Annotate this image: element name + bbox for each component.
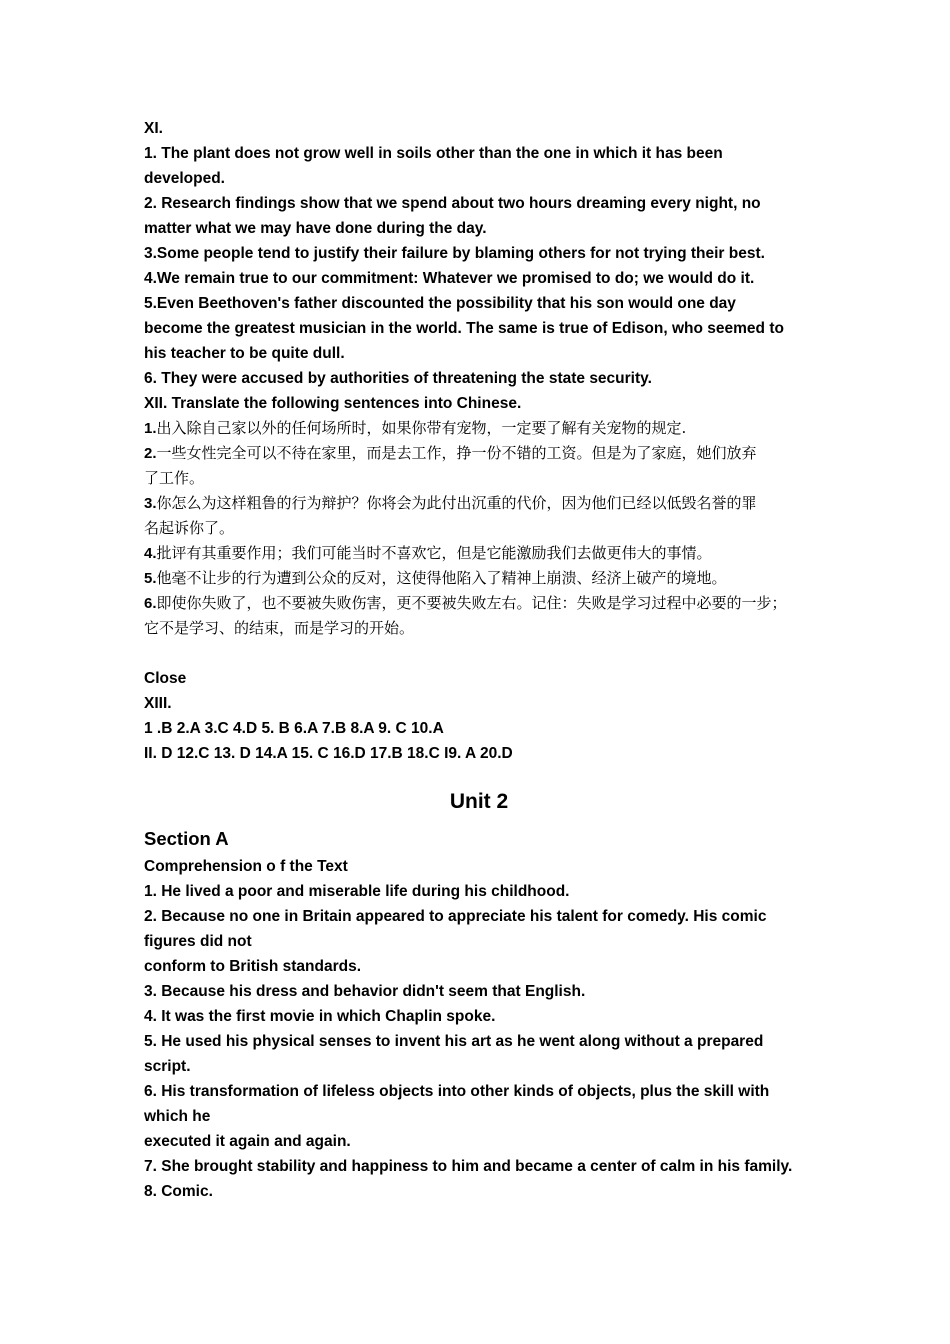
translation-number: 5. — [144, 570, 157, 587]
comprehension-line: conform to British standards. — [144, 958, 362, 975]
exercise-xi-line: 6. They were accused by authorities of threatening the state security. — [144, 370, 652, 387]
translation-line — [144, 591, 814, 616]
comprehension-line: 8. Comic. — [144, 1183, 213, 1200]
section-title: Section A — [144, 828, 229, 849]
exercise-xi-heading: XI. — [144, 120, 163, 137]
translation-line — [144, 416, 814, 441]
translation-number: 2. — [144, 445, 157, 462]
document-page — [144, 116, 814, 1204]
exercise-xi-line: 5.Even Beethoven's father discounted the possibility that his son would one day — [144, 295, 736, 312]
translation-line — [144, 616, 814, 641]
comprehension-line: 5. He used his physical senses to invent his art as he went along without a prepared — [144, 1033, 764, 1050]
answer-key-line: 1 .B 2.A 3.C 4.D 5. B 6.A 7.B 8.A 9. C 10.A — [144, 720, 444, 737]
close-subheading: XIII. — [144, 695, 172, 712]
exercise-xi-line: become the greatest musician in the world. The same is true of Edison, who seemed to — [144, 320, 784, 337]
translation-line — [144, 491, 814, 516]
comprehension-line: figures did not — [144, 933, 252, 950]
translation-number: 4. — [144, 545, 157, 562]
translation-text: 它不是学习、的结束，而是学习的开始。 — [144, 619, 415, 637]
translation-line — [144, 516, 814, 541]
spacer — [144, 641, 814, 666]
comprehension-line: 7. She brought stability and happiness to him and became a center of calm in his family. — [144, 1158, 793, 1175]
answer-key-line: II. D 12.C 13. D 14.A 15. C 16.D 17.B 18.C I9. A 20.D — [144, 745, 513, 762]
exercise-xii-heading: XII. Translate the following sentences into Chinese. — [144, 395, 522, 412]
translation-line — [144, 566, 814, 591]
translation-text: 名起诉你了。 — [144, 519, 235, 537]
translation-text: 一些女性完全可以不待在家里，而是去工作，挣一份不错的工资。但是为了家庭，她们放弃 — [156, 444, 757, 462]
comprehension-line: 6. His transformation of lifeless objects into other kinds of objects, plus the skill with — [144, 1083, 770, 1100]
translation-text: 批评有其重要作用；我们可能当时不喜欢它，但是它能激励我们去做更伟大的事情。 — [156, 544, 712, 562]
translation-line — [144, 541, 814, 566]
comprehension-line: 2. Because no one in Britain appeared to appreciate his talent for comedy. His comic — [144, 908, 767, 925]
comprehension-line: 3. Because his dress and behavior didn't seem that English. — [144, 983, 586, 1000]
exercise-xi-line: his teacher to be quite dull. — [144, 345, 345, 362]
comprehension-line: 4. It was the first movie in which Chaplin spoke. — [144, 1008, 496, 1025]
exercise-xi-line: 2. Research findings show that we spend about two hours dreaming every night, no — [144, 195, 761, 212]
comprehension-heading: Comprehension o f the Text — [144, 858, 348, 875]
exercise-xi-line: developed. — [144, 170, 225, 187]
translation-text: 了工作。 — [144, 469, 205, 487]
exercise-xi-line: 4.We remain true to our commitment: Whatever we promised to do; we would do it. — [144, 270, 755, 287]
exercise-xi-line: 3.Some people tend to justify their failure by blaming others for not trying their best. — [144, 245, 765, 262]
translation-line — [144, 441, 814, 466]
comprehension-line: which he — [144, 1108, 211, 1125]
translation-text: 即使你失败了，也不要被失败伤害，更不要被失败左右。记住：失败是学习过程中必要的一步； — [156, 594, 787, 612]
translation-text: 你怎么为这样粗鲁的行为辩护？你将会为此付出沉重的代价，因为他们已经以低毁名誉的罪 — [156, 494, 757, 512]
translation-text: 他毫不让步的行为遭到公众的反对，这使得他陷入了精神上崩溃、经济上破产的境地。 — [156, 569, 727, 587]
exercise-xi-line: matter what we may have done during the day. — [144, 220, 487, 237]
comprehension-line: script. — [144, 1058, 191, 1075]
translation-number: 3. — [144, 495, 157, 512]
close-heading: Close — [144, 670, 187, 687]
unit-title: Unit 2 — [449, 790, 509, 813]
exercise-xi-line: 1. The plant does not grow well in soils other than the one in which it has been — [144, 145, 723, 162]
translation-text: 出入除自己家以外的任何场所时，如果你带有宠物，一定要了解有关宠物的规定. — [156, 419, 687, 437]
translation-line — [144, 466, 814, 491]
translation-number: 6. — [144, 595, 157, 612]
comprehension-line: 1. He lived a poor and miserable life during his childhood. — [144, 883, 570, 900]
translation-number: 1. — [144, 420, 157, 437]
comprehension-line: executed it again and again. — [144, 1133, 351, 1150]
